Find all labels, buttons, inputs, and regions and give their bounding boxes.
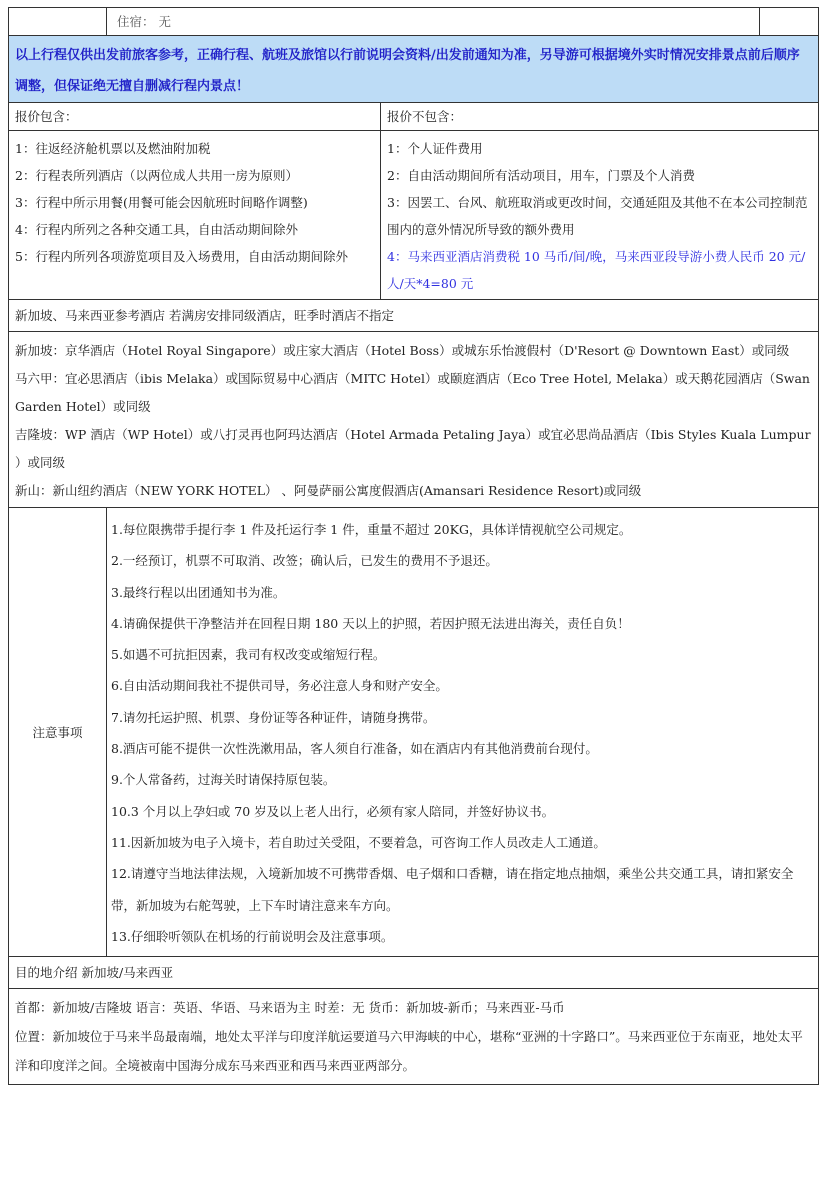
notes-row: [9, 508, 819, 957]
hotel-entry: 吉隆坡：WP 酒店（WP Hotel）或八打灵再也阿玛达酒店（Hotel Armada Petaling Jaya）或宜必思尚品酒店（Ibis Styles Kuala Lumpur ）或同级: [15, 427, 811, 470]
note-item: 13.仔细聆听领队在机场的行前说明会及注意事项。: [111, 928, 394, 944]
notice-banner: 以上行程仅供出发前旅客参考，正确行程、航班及旅馆以行前说明会资料/出发前通知为准，另导游可根据境外实时情况安排景点前后顺序调整，但保证绝无擅自删减行程内景点！: [9, 36, 819, 103]
itinerary-table: [8, 7, 819, 1085]
hotels-list-row: [9, 332, 819, 508]
included-item: 2：行程表所列酒店（以两位成人共用一房为原则）: [15, 168, 298, 183]
included-item: 1：往返经济舱机票以及燃油附加税: [15, 141, 211, 156]
included-item: 5：行程内所列各项游览项目及入场费用，自由活动期间除外: [15, 249, 348, 264]
note-item: 1.每位限携带手提行李 1 件及托运行李 1 件，重量不超过 20KG，具体详情视航空公司规定。: [111, 522, 632, 537]
destination-info-row: [9, 989, 819, 1085]
excluded-item: 2：自由活动期间所有活动项目，用车，门票及个人消费: [387, 168, 695, 183]
destination-title-row: [9, 957, 819, 989]
excluded-item-highlight: 4：马来西亚酒店消费税 10 马币/间/晚，马来西亚段导游小费人民币 20 元/人/天*4=80 元: [387, 249, 806, 291]
accommodation-text: 住宿： 无: [117, 14, 171, 29]
empty-cell: [9, 8, 107, 36]
destination-info: [9, 989, 819, 1085]
empty-cell-right: [760, 8, 819, 36]
note-item: 12.请遵守当地法律法规，入境新加坡不可携带香烟、电子烟和口香糖，请在指定地点抽烟，乘坐公共交通工具，请扣紧安全带，新加坡为右舵驾驶，上下车时请注意来车方向。: [111, 866, 794, 913]
accommodation-cell: [107, 8, 760, 36]
note-item: 7.请勿托运护照、机票、身份证等各种证件，请随身携带。: [111, 709, 436, 725]
note-item: 10.3 个月以上孕妇或 70 岁及以上老人出行，必须有家人陪同，并签好协议书。: [111, 803, 555, 819]
notice-row: [9, 36, 819, 103]
price-items-row: [9, 131, 819, 300]
note-item: 3.最终行程以出团通知书为准。: [111, 584, 286, 600]
excluded-item: 1：个人证件费用: [387, 141, 483, 156]
price-header-row: [9, 103, 819, 131]
note-item: 4.请确保提供干净整洁并在回程日期 180 天以上的护照，若因护照无法进出海关，责任自负！: [111, 615, 630, 631]
hotel-entry: 新山：新山纽约酒店（NEW YORK HOTEL） 、阿曼萨丽公寓度假酒店(Amansari Residence Resort)或同级: [15, 483, 642, 498]
included-item: 4：行程内所列之各种交通工具，自由活动期间除外: [15, 222, 298, 237]
note-item: 9.个人常备药，过海关时请保持原包装。: [111, 772, 336, 788]
excluded-header: 报价不包含：: [381, 103, 819, 131]
accommodation-row: [9, 8, 819, 36]
notes-list: [107, 508, 819, 957]
excluded-list: [381, 131, 819, 300]
note-item: 6.自由活动期间我社不提供司导，务必注意人身和财产安全。: [111, 678, 448, 694]
note-item: 2.一经预订，机票不可取消、改签；确认后，已发生的费用不予退还。: [111, 553, 498, 569]
note-item: 11.因新加坡为电子入境卡，若自助过关受阻，不要着急，可咨询工作人员改走人工通道。: [111, 834, 606, 850]
destination-title: 目的地介绍 新加坡/马来西亚: [9, 957, 819, 989]
note-item: 8.酒店可能不提供一次性洗漱用品，客人须自行准备，如在酒店内有其他消费前台现付。: [111, 741, 598, 757]
included-header: 报价包含：: [9, 103, 381, 131]
destination-location: 位置：新加坡位于马来半岛最南端，地处太平洋与印度洋航运要道马六甲海峡的中心，堪称“亚洲的十字路口”。马来西亚位于东南亚，地处太平洋和印度洋之间。全境被南中国海分成东马来西亚和西马来西亚两部分。: [15, 1029, 803, 1074]
hotels-title-row: [9, 300, 819, 332]
hotels-list: [9, 332, 819, 508]
hotels-title: 新加坡、马来西亚参考酒店 若满房安排同级酒店，旺季时酒店不指定: [9, 300, 819, 332]
included-list: [9, 131, 381, 300]
note-item: 5.如遇不可抗拒因素，我司有权改变或缩短行程。: [111, 647, 386, 663]
hotel-entry: 马六甲：宜必思酒店（ibis Melaka）或国际贸易中心酒店（MITC Hotel）或颐庭酒店（Eco Tree Hotel, Melaka）或天鹅花园酒店（Swan Garden Hotel）或同级: [15, 371, 810, 414]
destination-info-line: 首都：新加坡/吉隆坡 语言：英语、华语、马来语为主 时差：无 货币：新加坡-新币；马来西亚-马币: [15, 1000, 565, 1016]
included-item: 3：行程中所示用餐(用餐可能会因航班时间略作调整): [15, 195, 308, 210]
notes-label: 注意事项: [9, 508, 107, 957]
excluded-item: 3：因罢工、台风、航班取消或更改时间，交通延阻及其他不在本公司控制范围内的意外情况所导致的额外费用: [387, 195, 808, 237]
hotel-entry: 新加坡：京华酒店（Hotel Royal Singapore）或庄家大酒店（Hotel Boss）或城东乐怡渡假村（D'Resort @ Downtown East）或同级: [15, 343, 790, 358]
